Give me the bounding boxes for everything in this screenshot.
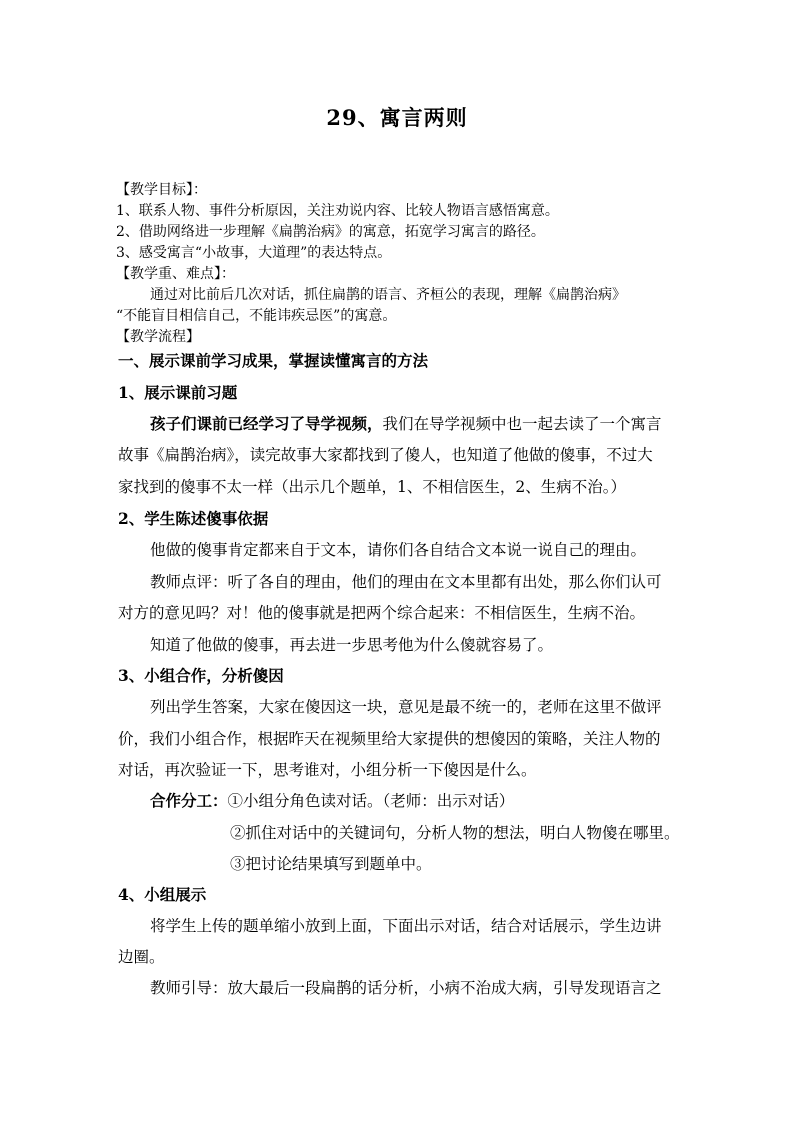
step-4-title: 4、小组展示 bbox=[118, 885, 207, 904]
step-3-line-2: 价，我们小组合作，根据昨天在视频里给大家提供的想傻因的策略，关注人物的 bbox=[118, 730, 661, 748]
step-1-line-1-rest: 我们在导学视频中也一起去读了一个寓言 bbox=[382, 415, 662, 433]
key-points-line-1: 通过对比前后几次对话，抓住扁鹊的语言、齐桓公的表现，理解《扁鹊治病》 bbox=[150, 287, 626, 303]
division-item-2: ②抓住对话中的关键词句，分析人物的想法，明白人物傻在哪里。 bbox=[230, 824, 680, 842]
step-1-title: 1、展示课前习题 bbox=[118, 383, 238, 402]
step-2-line-4: 知道了他做的傻事，再去进一步思考他为什么傻就容易了。 bbox=[150, 636, 554, 654]
step-2-title: 2、学生陈述傻事依据 bbox=[118, 509, 269, 528]
step-4-line-1: 将学生上传的题单缩小放到上面，下面出示对话，结合对话展示，学生边讲 bbox=[150, 917, 662, 935]
step-2-line-2: 教师点评：听了各自的理由，他们的理由在文本里都有出处，那么你们认可 bbox=[150, 573, 662, 591]
step-1-line-1 bbox=[150, 413, 662, 435]
division-line-1 bbox=[150, 790, 514, 812]
division-item-1: ①小组分角色读对话。（老师：出示对话） bbox=[227, 792, 515, 810]
goals-header: 【教学目标】： bbox=[116, 182, 207, 198]
key-points-header: 【教学重、难点】： bbox=[116, 266, 235, 282]
division-label: 合作分工： bbox=[150, 791, 228, 810]
step-1-bold-intro: 孩子们课前已经学习了导学视频， bbox=[150, 414, 383, 433]
step-3-line-1: 列出学生答案，大家在傻因这一块，意见是最不统一的，老师在这里不做评 bbox=[150, 698, 662, 716]
process-header: 【教学流程】 bbox=[116, 329, 200, 345]
step-4-line-3: 教师引导：放大最后一段扁鹊的话分析，小病不治成大病，引导发现语言之 bbox=[150, 979, 662, 997]
step-2-line-1: 他做的傻事肯定都来自于文本，请你们各自结合文本说一说自己的理由。 bbox=[150, 541, 647, 559]
step-4-line-2: 边圈。 bbox=[118, 948, 165, 966]
step-1-line-2: 故事《扁鹊治病》，读完故事大家都找到了傻人，也知道了他做的傻事，不过大 bbox=[118, 446, 653, 464]
division-item-3: ③把讨论结果填写到题单中。 bbox=[230, 855, 432, 873]
goal-item-1: 1、联系人物、事件分析原因，关注劝说内容、比较人物语言感悟寓意。 bbox=[116, 203, 559, 219]
section-1-title: 一、展示课前学习成果，掌握读懂寓言的方法 bbox=[118, 351, 429, 370]
key-points-line-2: “不能盲目相信自己，不能讳疾忌医”的寓意。 bbox=[116, 308, 397, 324]
page-title: 29、寓言两则 bbox=[326, 105, 468, 130]
step-2-line-3: 对方的意见吗？对！他的傻事就是把两个综合起来：不相信医生，生病不治。 bbox=[118, 604, 646, 622]
step-3-line-3: 对话，再次验证一下，思考谁对，小组分析一下傻因是什么。 bbox=[118, 761, 537, 779]
goal-item-2: 2、借助网络进一步理解《扁鹊治病》的寓意，拓宽学习寓言的路径。 bbox=[116, 224, 545, 240]
step-3-title: 3、小组合作，分析傻因 bbox=[118, 666, 284, 685]
goal-item-3: 3、感受寓言“小故事，大道理”的表达特点。 bbox=[116, 245, 392, 261]
step-1-line-3: 家找到的傻事不太一样（出示几个题单，1、不相信医生，2、生病不治。） bbox=[118, 478, 626, 496]
